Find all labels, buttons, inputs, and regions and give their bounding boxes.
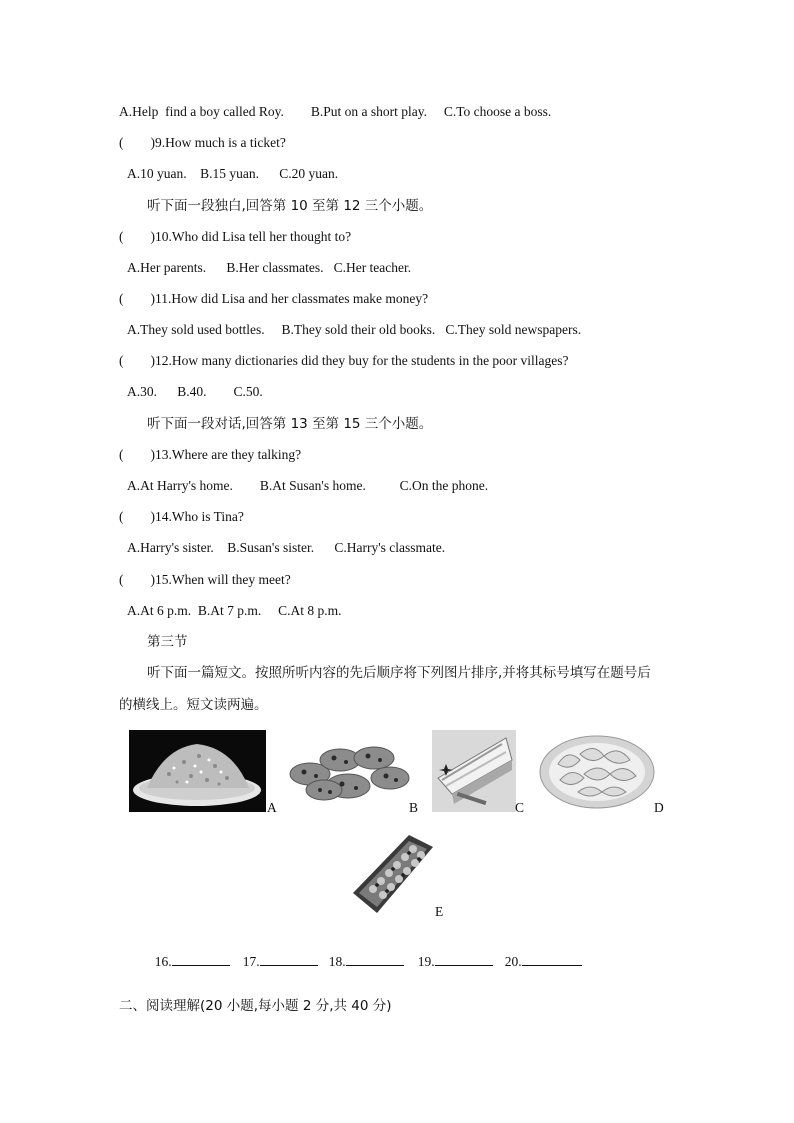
picture-c (432, 730, 516, 812)
blank-number: 18. (328, 954, 346, 969)
options-q13: A.At Harry's home. B.At Susan's home. C.On the phone. (127, 478, 489, 493)
platter-icon (349, 833, 435, 915)
part-three-instruction-1: 听下面一篇短文。按照所听内容的先后顺序将下列图片排序,并将其标号填写在题号后 (147, 665, 651, 681)
question-13: ( )13.Where are they talking? (119, 447, 302, 462)
answer-blank-20[interactable] (498, 937, 582, 970)
options-q11: A.They sold used bottles. B.They sold their old books. C.They sold newspapers. (127, 322, 582, 337)
fried-rice-icon (129, 730, 266, 812)
cookies-icon (288, 738, 410, 804)
dumplings-icon (538, 734, 656, 810)
answer-blank-16[interactable] (148, 937, 230, 970)
question-11: ( )11.How did Lisa and her classmates make money? (119, 291, 429, 306)
options-q8: A.Help find a boy called Roy. B.Put on a short play. C.To choose a boss. (119, 104, 552, 119)
options-q15: A.At 6 p.m. B.At 7 p.m. C.At 8 p.m. (127, 603, 342, 618)
picture-b (288, 738, 410, 804)
answer-blank-19[interactable] (411, 937, 493, 970)
question-9: ( )9.How much is a ticket? (119, 135, 286, 150)
picture-label-c: C (515, 800, 525, 815)
picture-label-a: A (267, 800, 277, 815)
picture-e (349, 833, 435, 915)
part-three-instruction-2: 的横线上。短文读两遍。 (119, 697, 268, 713)
section-two-heading: 二、阅读理解(20 小题,每小题 2 分,共 40 分) (119, 998, 392, 1014)
blank-number: 19. (417, 954, 435, 969)
picture-a (129, 730, 266, 812)
question-14: ( )14.Who is Tina? (119, 509, 244, 524)
part-three-heading: 第三节 (147, 634, 188, 650)
options-q12: A.30. B.40. C.50. (127, 384, 263, 399)
blank-number: 16. (154, 954, 172, 969)
blank-line[interactable] (172, 953, 230, 966)
blank-line[interactable] (260, 953, 318, 966)
pie-slice-icon (432, 730, 516, 812)
blank-number: 20. (504, 954, 522, 969)
picture-label-e: E (435, 904, 444, 919)
options-q14: A.Harry's sister. B.Susan's sister. C.Harry's classmate. (127, 540, 446, 555)
picture-label-d: D (654, 800, 664, 815)
answer-blank-17[interactable] (236, 937, 318, 970)
section-instruction-10-12: 听下面一段独白,回答第 10 至第 12 三个小题。 (147, 198, 433, 214)
question-15: ( )15.When will they meet? (119, 572, 291, 587)
options-q10: A.Her parents. B.Her classmates. C.Her teacher. (127, 260, 412, 275)
options-q9: A.10 yuan. B.15 yuan. C.20 yuan. (127, 166, 339, 181)
blank-number: 17. (242, 954, 260, 969)
picture-label-b: B (409, 800, 419, 815)
question-10: ( )10.Who did Lisa tell her thought to? (119, 229, 352, 244)
question-12: ( )12.How many dictionaries did they buy for the students in the poor villages? (119, 353, 569, 368)
picture-d (538, 734, 656, 810)
answer-blank-18[interactable] (322, 937, 404, 970)
blank-line[interactable] (522, 953, 582, 966)
section-instruction-13-15: 听下面一段对话,回答第 13 至第 15 三个小题。 (147, 416, 433, 432)
blank-line[interactable] (346, 953, 404, 966)
blank-line[interactable] (435, 953, 493, 966)
